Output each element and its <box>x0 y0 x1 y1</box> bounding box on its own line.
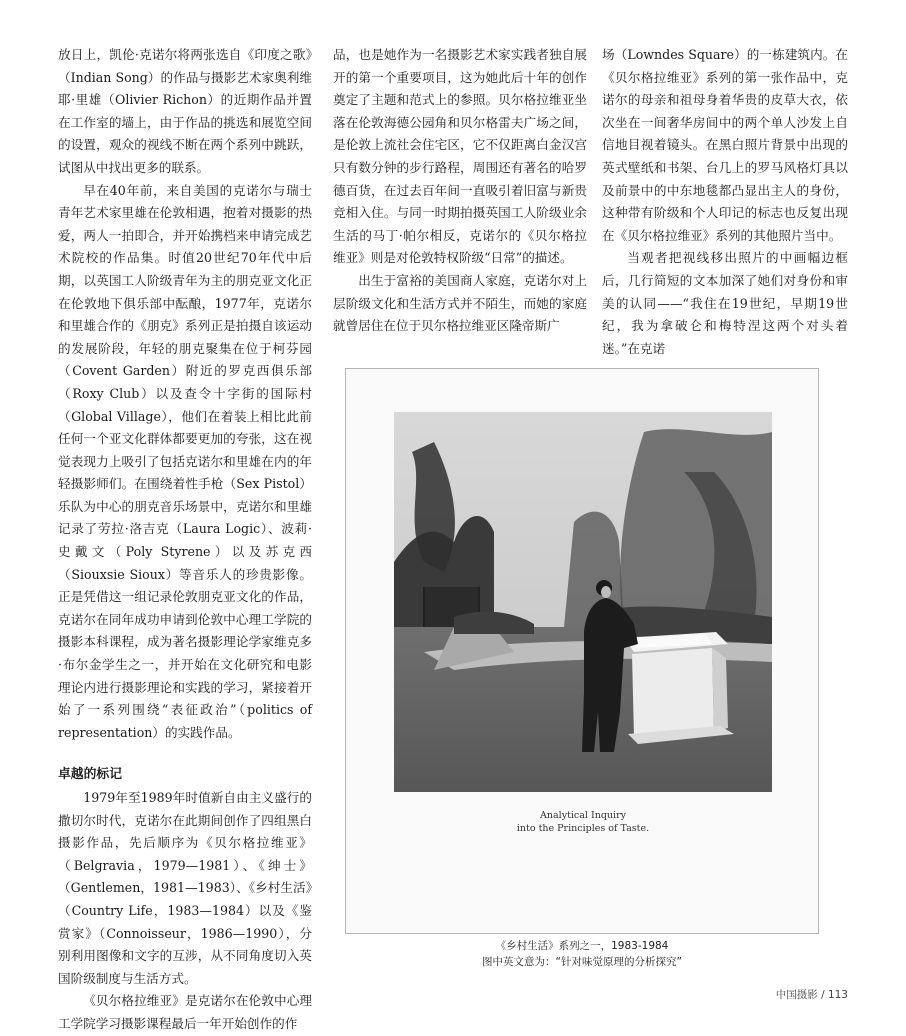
photograph <box>394 412 772 792</box>
photograph-image <box>394 412 772 792</box>
paragraph: 品，也是她作为一名摄影艺术家实践者独自展开的第一个重要项目，这为她此后十年的创作奠定了主题和范式上的参照。贝尔格拉维亚坐落在伦敦海德公园角和贝尔格雷夫广场之间，是伦敦上流社会住宅区，它不仅距离白金汉宫只有数分钟的步行路程，周围还有著名的哈罗德百货，在过去百年间一直吸引着旧富与新贵竞相入住。与同一时期拍摄英国工人阶级业余生活的马丁·帕尔相反，克诺尔的《贝尔格拉维亚》则是对伦敦特权阶级“日常”的描述。 <box>333 47 587 266</box>
article-column-1 <box>58 44 312 1036</box>
paragraph: 放日上，凯伦·克诺尔将两张选自《印度之歌》（Indian Song）的作品与摄影艺术家奥利维耶·里雄（Olivier Richon）的近期作品并置在工作室的墙上，由于作品的挑选和展览空间的设置，观众的视线不断在两个系列中跳跃，试图从中找出更多的联系。 <box>58 47 312 175</box>
paragraph: 出生于富裕的美国商人家庭，克诺尔对上层阶级文化和生活方式并不陌生，而她的家庭就曾居住在位于贝尔格拉维亚区隆帝斯广 <box>333 272 587 334</box>
paragraph: 《贝尔格拉维亚》是克诺尔在伦敦中心理工学院学习摄影课程最后一年开始创作的作 <box>58 993 312 1031</box>
figure-caption <box>345 938 819 970</box>
paragraph: 场（Lowndes Square）的一栋建筑内。在《贝尔格拉维亚》系列的第一张作品中，克诺尔的母亲和祖母身着华贵的皮草大衣，依次坐在一间奢华房间中的两个单人沙发上自信地目视着镜头。在黑白照片背景中出现的英式壁纸和书架、台几上的罗马风格灯具以及前景中的中东地毯都凸显出主人的身份，这种带有阶级和个人印记的标志也反复出现在《贝尔格拉维亚》系列的其他照片当中。 <box>602 47 848 243</box>
article-column-3 <box>602 44 848 360</box>
paragraph: 早在40年前，来自美国的克诺尔与瑞士青年艺术家里雄在伦敦相遇，抱着对摄影的热爱，两人一拍即合，并开始携档来申请完成艺术院校的作品集。时值20世纪70年代中后期，以英国工人阶级青年为主的朋克亚文化正在伦敦地下俱乐部中酝酿，1977年，克诺尔和里雄合作的《朋克》系列正是拍摄自该运动的发展阶段，年轻的朋克聚集在位于柯芬园（Covent Garden）附近的罗克西俱乐部（Roxy Club）以及查令十字街的国际村（Global Village），他们在着装上相比此前任何一个亚文化群体都要更加的夸张，这在视觉表现力上吸引了包括克诺尔和里雄在内的年轻摄影师们。在围绕着性手枪（Sex Pistol）乐队为中心的朋克音乐场景中，克诺尔和里雄记录了劳拉·洛吉克（Laura Logic）、波莉·史戴文（Poly Styrene）以及苏克西（Siouxsie Sioux）等音乐人的珍贵影像。正是凭借这一组记录伦敦朋克亚文化的作品，克诺尔在同年成功申请到伦敦中心理工学院的摄影本科课程，成为著名摄影理论学家维克多·布尔金学生之一，并开始在文化研究和电影理论内进行摄影理论和实践的学习，紧接着开始了一系列围绕“表征政治”（politics of representation）的实践作品。 <box>58 182 312 740</box>
photo-inset-caption <box>346 809 820 835</box>
paragraph: 当观者把视线移出照片的中画幅边框后，几行简短的文本加深了她们对身份和审美的认同——“我住在19世纪，早期19世纪，我为拿破仑和梅特涅这两个对头着迷。”在克诺 <box>602 250 848 356</box>
inset-caption-line: into the Principles of Taste. <box>516 823 650 834</box>
caption-line: 《乡村生活》系列之一，1983-1984 <box>495 940 669 952</box>
inset-caption-line: Analytical Inquiry <box>540 810 626 821</box>
paragraph: 1979年至1989年时值新自由主义盛行的撒切尔时代，克诺尔在此期间创作了四组黑白摄影作品，先后顺序为《贝尔格拉维亚》（Belgravia，1979—1981）、《绅士》（Gentlemen，1981—1983）、《乡村生活》（Country Life，1983—1984）以及《鉴赏家》（Connoisseur，1986—1990），分别利用图像和文字的互涉，从不同角度切入英国阶级制度与生活方式。 <box>58 790 312 986</box>
photo-print-frame <box>345 368 819 934</box>
section-heading: 卓越的标记 <box>58 767 122 783</box>
page-folio: 中国摄影 / 113 <box>775 989 848 1001</box>
article-column-2 <box>333 44 587 338</box>
caption-line: 图中英文意为：“针对味觉原理的分析探究” <box>482 956 682 968</box>
